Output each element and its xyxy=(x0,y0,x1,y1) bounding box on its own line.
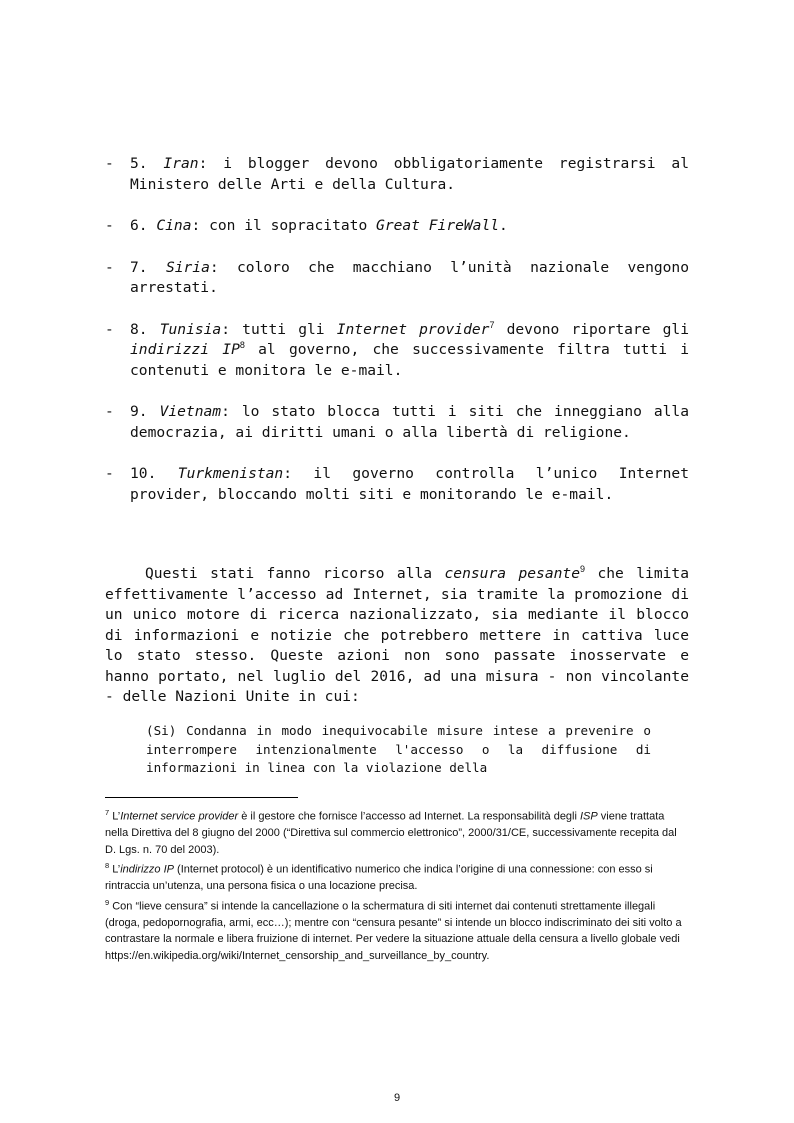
item-number: 6. xyxy=(130,217,157,234)
list-dash: - xyxy=(105,155,114,172)
item-text: : il governo controlla l’unico Internet provider, bloccando molti siti e monitorando le e-mail. xyxy=(130,465,689,503)
list-dash: - xyxy=(105,465,114,482)
country-name: Vietnam xyxy=(159,403,222,420)
footnote-italic: ISP xyxy=(580,810,598,823)
item-number: 7. xyxy=(130,258,166,276)
country-name: Iran xyxy=(163,155,199,172)
footnote-separator xyxy=(105,797,298,798)
footnote-number: 9 xyxy=(105,897,110,907)
item-italic: Internet provider xyxy=(336,320,490,338)
footnote-number: 8 xyxy=(105,861,110,871)
paragraph-italic: censura pesante xyxy=(444,565,580,582)
footnote-ref[interactable]: 8 xyxy=(239,340,245,351)
paragraph-text: che limita effettivamente l’accesso ad Internet, sia tramite la promozione di un unico motore di ricerca nazionalizzato, sia mediante il blocco di informazioni e notizie che potrebbero mettere in cattiva luce lo stato stesso. Queste azioni non sono passate inosservate e hanno portato, nel luglio del 2016, ad una misura - non vincolante - delle Nazioni Unite in cui: xyxy=(105,565,689,705)
footnote-8 xyxy=(105,858,689,895)
country-name: Turkmenistan xyxy=(177,465,284,482)
item-number: 8. xyxy=(130,320,160,338)
item-number: 9. xyxy=(130,403,160,420)
footnote-italic: indirizzo IP xyxy=(120,863,174,876)
footnote-link[interactable]: https://en.wikipedia.org/wiki/Internet_censorship_and_surveillance_by_country. xyxy=(105,949,490,962)
footnote-text: viene trattata nella Direttiva del 8 giugno del 2000 (“Direttiva sul commercio elettronico”, 2000/31/CE, successivamente recepita dal D. Lgs. n. 70 del 2003). xyxy=(105,810,677,856)
item-text: al governo, che successivamente filtra tutti i contenuti e monitora le e-mail. xyxy=(130,341,690,379)
list-item xyxy=(105,216,689,237)
country-name: Siria xyxy=(165,258,210,276)
footnote-text: L’ xyxy=(109,863,121,876)
item-number: 10. xyxy=(130,465,178,482)
block-quote: (Si) Condanna in modo inequivocabile misure intese a prevenire o interrompere intenzionalmente l'accesso o la diffusione di informazioni in linea con la violazione della xyxy=(146,723,651,775)
item-text: : lo stato blocca tutti i siti che inneggiano alla democrazia, ai diritti umani o alla libertà di religione. xyxy=(130,403,690,441)
list-dash: - xyxy=(105,217,114,234)
footnote-italic: Internet service provider xyxy=(120,810,239,823)
footnote-text: L’ xyxy=(109,810,121,823)
list-dash: - xyxy=(105,320,114,338)
item-text: : con il sopracitato xyxy=(191,217,377,234)
country-list xyxy=(105,154,689,526)
list-item xyxy=(105,320,689,382)
list-item xyxy=(105,464,689,505)
footnote-number: 7 xyxy=(105,808,110,817)
item-italic: Great FireWall xyxy=(376,217,500,234)
footnote-ref[interactable]: 7 xyxy=(489,319,495,330)
paragraph-text: Questi stati fanno ricorso alla xyxy=(145,565,445,582)
list-item xyxy=(105,402,689,443)
item-text: devono riportare gli xyxy=(494,320,690,338)
page-number: 9 xyxy=(393,1092,401,1104)
list-item xyxy=(105,154,689,195)
item-number: 5. xyxy=(130,155,164,172)
item-text: . xyxy=(499,217,508,234)
footnotes xyxy=(105,805,689,964)
list-dash: - xyxy=(105,403,114,420)
item-italic: indirizzi IP xyxy=(130,341,240,358)
footnote-text: Con “lieve censura” si intende la cancellazione o la schermatura di siti internet dai contenuti strettamente illegali (droga, pedopornografia, armi, ecc…); mentre con “censura pesante” si intende un blocco indiscriminato dei siti volto a contrastare la normale e libera fruizione di internet. Per vedere la situazione attuale della censura a livello globale vedi xyxy=(105,900,682,946)
body-paragraph xyxy=(105,564,689,708)
footnote-7 xyxy=(105,805,689,858)
footnote-ref[interactable]: 9 xyxy=(579,564,585,575)
country-name: Cina xyxy=(156,217,192,234)
footnote-text: (Internet protocol) è un identificativo numerico che indica l’origine di una connessione: con esso si rintraccia un’utenza, una persona fisica o una locazione precisa. xyxy=(105,863,653,893)
footnote-9 xyxy=(105,895,689,965)
item-text: : i blogger devono obbligatoriamente registrarsi al Ministero delle Arti e della Cultura. xyxy=(130,155,689,193)
list-item xyxy=(105,258,689,299)
item-text: : tutti gli xyxy=(221,320,337,338)
item-text: : coloro che macchiano l’unità nazionale vengono arrestati. xyxy=(130,258,689,296)
list-dash: - xyxy=(105,258,114,276)
footnote-text: è il gestore che fornisce l’accesso ad Internet. La responsabilità degli xyxy=(238,810,580,823)
country-name: Tunisia xyxy=(159,320,222,338)
